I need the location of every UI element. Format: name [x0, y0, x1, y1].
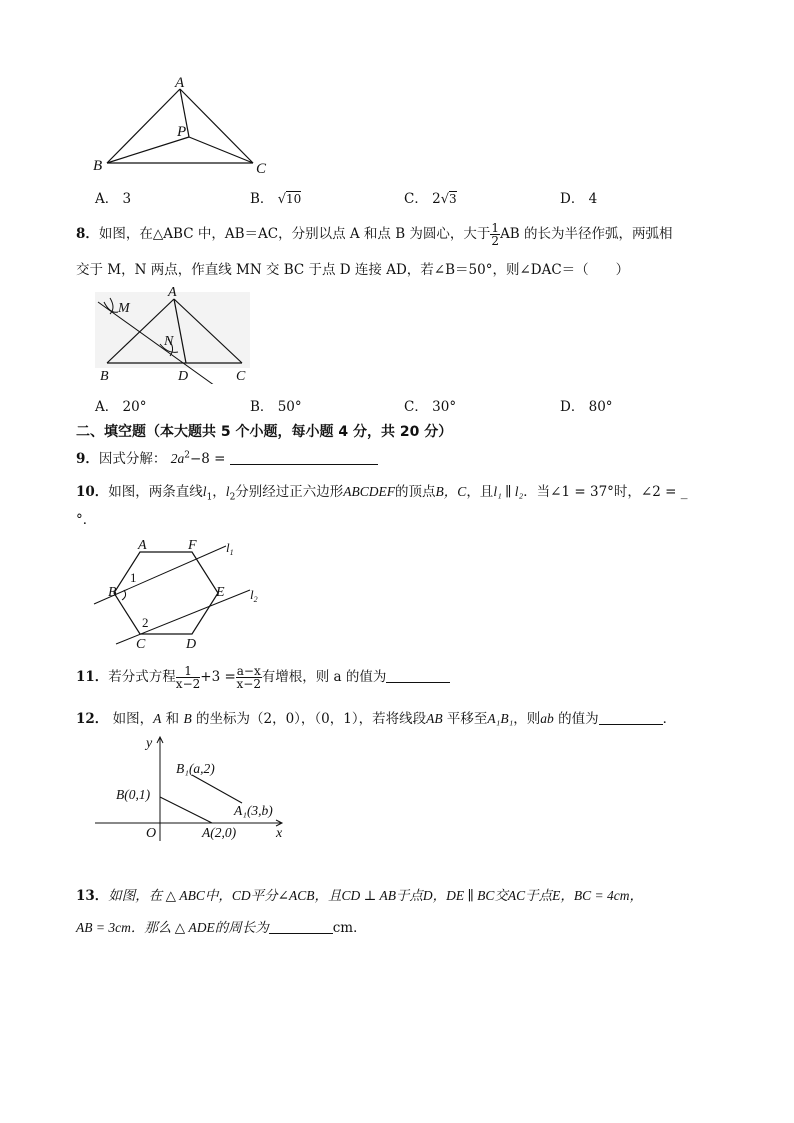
q11-question: 11．若分式方程 $\frac{1}{x-2}$ +3 = $\frac{a-x}{x-2}$ 有增根，则 a 的值为 [76, 665, 450, 690]
section-title-fill-in: 二、填空题（本大题共 5 个小题，每小题 4 分，共 20 分） [76, 424, 453, 440]
label-B: B [100, 369, 109, 384]
label-B: B [93, 158, 103, 174]
point-A-label: A(2,0) [202, 825, 237, 840]
origin-label: O [146, 826, 157, 841]
answer-blank[interactable] [599, 712, 663, 725]
q7-option-d[interactable]: D． 4 [560, 191, 598, 207]
q8-option-a[interactable]: A． 20° [95, 399, 147, 415]
label-C: C [236, 369, 246, 384]
sqrt-symbol: √ [440, 192, 450, 207]
q8-option-b[interactable]: B． 50° [250, 399, 302, 415]
angle-1: 1 [130, 570, 137, 585]
label-D: D [178, 369, 189, 384]
q7-triangle-figure [85, 75, 285, 180]
label-C: C [256, 161, 267, 177]
q8-option-d[interactable]: D． 80° [560, 399, 613, 415]
q8-option-c[interactable]: C． 30° [404, 399, 457, 415]
q7-option-c[interactable]: C． 2√3 [404, 191, 457, 207]
fraction-half: $\frac{1}{2}$ [491, 221, 500, 248]
answer-blank[interactable] [269, 921, 333, 934]
q12-coordinate-figure [92, 733, 292, 845]
q7-option-a[interactable]: A． 3 [95, 191, 132, 207]
point-A1-label: A₁(3,b) [234, 803, 273, 818]
label-F: F [188, 538, 197, 553]
label-N: N [164, 334, 174, 349]
q10-question-line1: 10．如图，两条直线$l_1$，$l_2$分别经过正六边形ABCDEF的顶点B，C，且l₁ ∥ l₂．当∠1 = 37°时，∠2 = _ [76, 484, 688, 503]
angle-2: 2 [142, 615, 149, 630]
label-A: A [175, 75, 185, 91]
label-C: C [136, 637, 146, 652]
q10-question-line2: °． [76, 512, 97, 528]
q8-question-line2: 交于 M，N 两点，作直线 MN 交 BC 于点 D 连接 AD，若∠B＝50°，则∠DAC＝（ ） [76, 262, 630, 278]
fraction-1: $\frac{1}{x-2}$ [175, 664, 201, 691]
q8-triangle-figure [90, 284, 260, 384]
axis-y-label: y [146, 736, 153, 751]
q12-question: 12． 如图，A 和 B 的坐标为（2，0），（0，1），若将线段AB 平移至A₁B₁，则ab 的值为 ． [76, 711, 677, 727]
answer-blank[interactable] [230, 452, 378, 465]
q8-question-line1: 8．如图，在△ABC 中，AB＝AC，分别以点 A 和点 B 为圆心，大于 $\frac{1}{2}$ AB 的长为半径作弧，两弧相 [76, 221, 673, 248]
label-E: E [216, 585, 225, 600]
label-B: B [108, 585, 117, 600]
q10-hexagon-figure [88, 534, 278, 654]
point-B1-label: B₁(a,2) [176, 761, 215, 776]
q13-question-line1: 13．如图，在 △ ABC中，CD平分∠ACB，且CD ⊥ AB于点D，DE ∥ BC交AC于点E，BC = 4cm， [76, 888, 644, 904]
q9-question: 9．因式分解： $2a^2-8$ = [76, 447, 378, 467]
fraction-2: $\frac{a-x}{x-2}$ [236, 664, 261, 691]
label-P: P [177, 124, 187, 140]
label-l1: $l_1$ [226, 540, 234, 557]
label-D: D [186, 637, 197, 652]
label-A: A [168, 285, 177, 300]
label-l2: $l_2$ [250, 587, 258, 604]
axis-x-label: x [276, 826, 283, 841]
label-M: M [118, 301, 130, 316]
label-A: A [138, 538, 147, 553]
answer-blank[interactable] [386, 670, 450, 683]
q13-question-line2: AB = 3cm．那么 △ ADE的周长为 cm． [76, 920, 367, 936]
sqrt-symbol: √ [277, 192, 287, 207]
point-B-label: B(0,1) [116, 787, 151, 802]
q7-option-b[interactable]: B． √10 [250, 191, 302, 207]
